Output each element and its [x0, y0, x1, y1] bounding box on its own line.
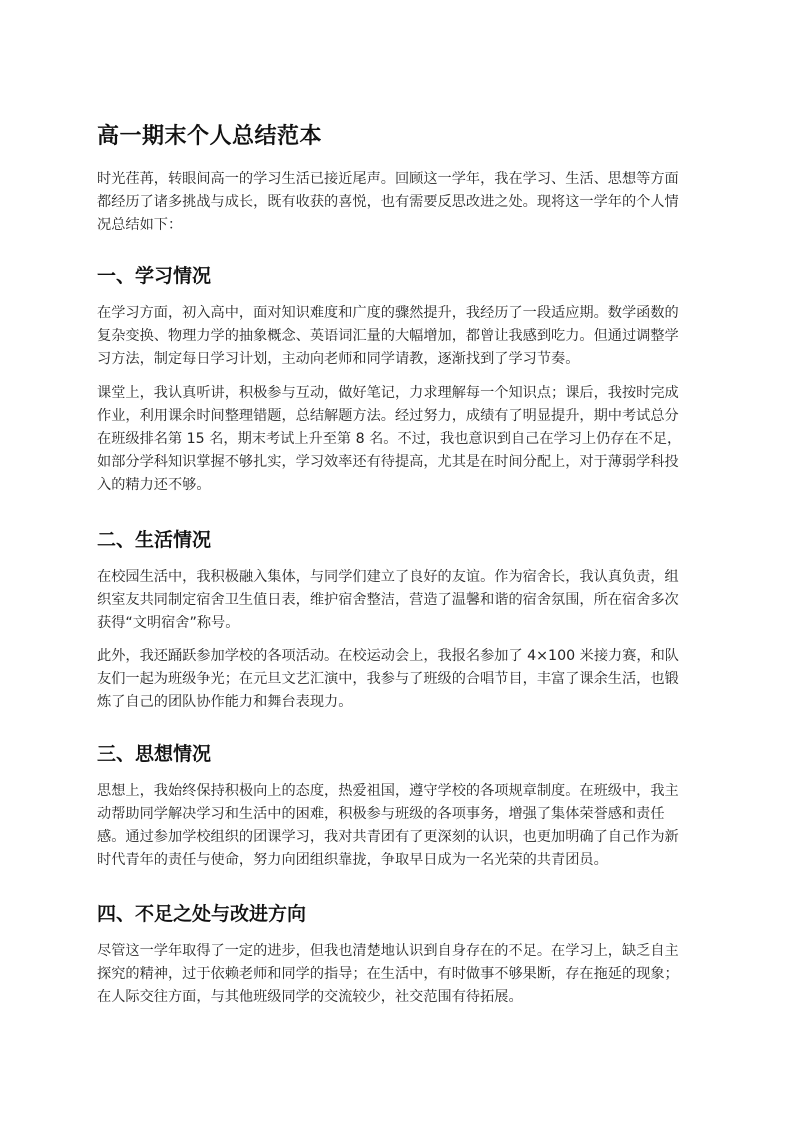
text-line: 时光荏苒，转眼间高一的学习生活已接近尾声。回顾这一学年，我在学习、生活、思想等方面: [97, 171, 679, 187]
text-line: 如部分学科知识掌握不够扎实，学习效率还有待提高，尤其是在时间分配上，对于薄弱学科投: [97, 454, 679, 470]
text-line: 入的精力还不够。: [97, 477, 211, 493]
text-line: 在班级排名第 15 名，期末考试上升至第 8 名。不过，我也意识到自己在学习上仍存在不足，: [97, 431, 682, 447]
text-line: 获得“文明宿舍”称号。: [97, 615, 240, 631]
text-line: 织室友共同制定宿舍卫生值日表，维护宿舍整洁，营造了温馨和谐的宿舍氛围，所在宿舍多次: [97, 592, 679, 608]
text-line: 都经历了诸多挑战与成长，既有收获的喜悦，也有需要反思改进之处。现将这一学年的个人情: [97, 194, 679, 210]
paragraph: [97, 940, 701, 1009]
intro-paragraph: [97, 168, 701, 237]
text-line: 课堂上，我认真听讲，积极参与互动，做好笔记，力求理解每一个知识点；课后，我按时完成: [97, 385, 679, 401]
paragraph: [97, 382, 701, 497]
text-line: 在校园生活中，我积极融入集体，与同学们建立了良好的友谊。作为宿舍长，我认真负责，组: [97, 569, 679, 585]
section-heading-life: 二、生活情况: [97, 529, 212, 551]
text-line: 此外，我还踊跃参加学校的各项活动。在校运动会上，我报名参加了 4×100 米接力赛，和队: [97, 648, 679, 664]
text-line: 感。通过参加学校组织的团课学习，我对共青团有了更深刻的认识，也更加明确了自己作为新: [97, 829, 679, 845]
text-line: 友们一起为班级争光；在元旦文艺汇演中，我参与了班级的合唱节目，丰富了课余生活，也锻: [97, 671, 679, 687]
section-heading-thought: 三、思想情况: [97, 743, 212, 765]
text-line: 尽管这一学年取得了一定的进步，但我也清楚地认识到自身存在的不足。在学习上，缺乏自主: [97, 943, 679, 959]
section-heading-improvement: 四、不足之处与改进方向: [97, 903, 307, 925]
paragraph: [97, 780, 701, 872]
text-line: 况总结如下：: [97, 217, 183, 233]
text-line: 时代青年的责任与使命，努力向团组织靠拢，争取早日成为一名光荣的共青团员。: [97, 852, 608, 868]
paragraph: [97, 645, 701, 714]
paragraph: [97, 302, 701, 371]
text-line: 炼了自己的团队协作能力和舞台表现力。: [97, 694, 353, 710]
text-line: 探究的精神，过于依赖老师和同学的指导；在生活中，有时做事不够果断，存在拖延的现象；: [97, 966, 679, 982]
text-line: 习方法，制定每日学习计划，主动向老师和同学请教，逐渐找到了学习节奏。: [97, 351, 580, 367]
document-title: 高一期末个人总结范本: [97, 124, 323, 149]
text-line: 在人际交往方面，与其他班级同学的交流较少，社交范围有待拓展。: [97, 989, 523, 1005]
text-line: 动帮助同学解决学习和生活中的困难，积极参与班级的各项事务，增强了集体荣誉感和责任: [97, 806, 665, 822]
text-line: 作业，利用课余时间整理错题，总结解题方法。经过努力，成绩有了明显提升，期中考试总分: [97, 408, 679, 424]
text-line: 在学习方面，初入高中，面对知识难度和广度的骤然提升，我经历了一段适应期。数学函数的: [97, 305, 679, 321]
text-line: 复杂变换、物理力学的抽象概念、英语词汇量的大幅增加，都曾让我感到吃力。但通过调整学: [97, 328, 679, 344]
section-heading-study: 一、学习情况: [97, 265, 212, 287]
paragraph: [97, 566, 701, 635]
text-line: 思想上，我始终保持积极向上的态度，热爱祖国，遵守学校的各项规章制度。在班级中，我主: [97, 783, 679, 799]
